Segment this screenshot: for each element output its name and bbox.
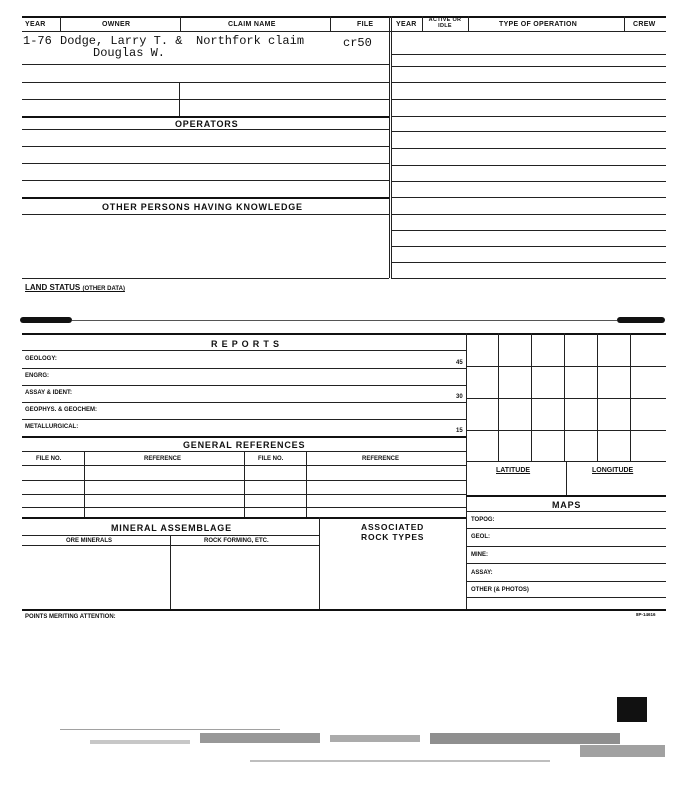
center-divider [389,16,390,278]
row-line [22,64,389,65]
associated-line2: ROCK TYPES [361,532,425,542]
header-owner: OWNER [102,21,131,28]
row-line [22,146,389,147]
points-meriting-attention-label: POINTS MERITING ATTENTION: [25,614,116,620]
report-row-line [22,419,466,420]
owner-col-sep [179,82,180,117]
grid-col [564,333,565,461]
report-engrg-label: ENGRG: [25,373,49,379]
grid-col [498,333,499,461]
row-line [391,54,666,55]
associated-line1: ASSOCIATED [361,522,425,532]
lat-long-sep [566,461,567,495]
header-sep [60,16,61,31]
gen-ref-col-file-no-2: FILE NO. [258,456,284,462]
maps-title: MAPS [552,500,582,510]
report-row-line [22,402,466,403]
longitude-label: LONGITUDE [592,467,634,474]
scan-noise [580,745,665,757]
row-line [391,148,666,149]
reports-title: R E P O R T S [211,339,280,349]
header-claim-name: CLAIM NAME [228,21,276,28]
land-status-text: LAND STATUS [25,283,81,292]
gen-ref-row-line [22,465,466,466]
scan-noise [60,729,280,730]
maps-row-line [466,528,666,529]
header-crew: CREW [633,21,656,28]
row-line [391,181,666,182]
gen-ref-row-line [22,494,466,495]
header-sep [468,16,469,31]
mineral-col-sep [170,535,171,609]
header-file: FILE [357,21,374,28]
gen-ref-col-reference-2: REFERENCE [362,456,400,462]
row-line [391,66,666,67]
maps-row-line [466,581,666,582]
center-divider [391,16,392,278]
entry-owner-line2: Douglas W. [93,46,166,60]
operators-top-rule [22,116,389,118]
scan-noise [330,735,420,742]
scan-noise [200,733,320,743]
report-assay-label: ASSAY & IDENT: [25,390,73,396]
fold-line [72,320,617,321]
header-sep [624,16,625,31]
other-persons-top-rule [22,197,389,199]
row-line [22,163,389,164]
ore-minerals-label: ORE MINERALS [66,538,113,544]
latitude-label: LATITUDE [496,467,531,474]
header-sep [330,16,331,31]
row-line [22,214,389,215]
row-line [22,129,389,130]
gen-ref-col-file-no: FILE NO. [36,456,62,462]
rock-forming-label: ROCK FORMING, ETC. [204,538,269,544]
report-metallurgical-label: METALLURGICAL: [25,424,79,430]
entry-year: 1-76 [23,34,52,48]
report-geology-num: 45 [456,360,463,366]
land-status-label [25,283,125,292]
gen-ref-col-reference: REFERENCE [144,456,182,462]
report-row-line [22,368,466,369]
row-line [391,262,666,263]
row-line [22,99,389,100]
row-line [391,278,666,279]
ink-blot-bottom-right [617,697,647,722]
maps-row-line [466,597,666,598]
maps-geol-label: GEOL: [471,534,490,540]
row-line [22,278,389,279]
maps-mine-label: MINE: [471,552,488,558]
header-sep [422,16,423,31]
reports-bottom-rule [22,436,466,438]
reports-top-rule [22,333,666,335]
row-line [391,214,666,215]
entry-claim-name: Northfork claim [196,34,305,48]
row-line [391,165,666,166]
row-line [391,131,666,132]
maps-other-label: OTHER (& PHOTOS) [471,587,529,593]
top-border [22,16,666,18]
ink-blot-left [20,317,72,323]
scan-noise [90,740,190,744]
row-line [22,82,389,83]
reports-right-divider [466,333,467,609]
maps-title-rule [466,511,666,512]
row-line [22,180,389,181]
row-line [391,99,666,100]
row-line [391,230,666,231]
row-line [391,197,666,198]
reports-title-rule [22,350,466,351]
other-persons-title: OTHER PERSONS HAVING KNOWLEDGE [102,202,303,212]
mineral-assemblage-title: MINERAL ASSEMBLAGE [111,523,232,533]
maps-row-line [466,546,666,547]
row-line [391,82,666,83]
general-references-title: GENERAL REFERENCES [183,440,306,450]
row-line [391,246,666,247]
header-year: YEAR [25,21,46,28]
scan-noise [430,733,620,744]
header-bottom-rule [22,31,666,32]
grid-col [531,333,532,461]
ink-blot-right [617,317,665,323]
grid-col [597,333,598,461]
row-line [391,116,666,117]
maps-row-line [466,563,666,564]
gen-ref-row-line [22,480,466,481]
gen-ref-row-line [22,507,466,508]
maps-top-rule [466,495,666,497]
form-number: 8P-14616 [636,612,656,617]
header-sep [180,16,181,31]
header-type-of-operation: TYPE OF OPERATION [499,21,578,28]
report-metallurgical-num: 15 [456,428,463,434]
scan-noise [250,760,550,762]
entry-owner-line1: Dodge, Larry T. & [60,34,183,48]
report-geology-label: GEOLOGY: [25,356,57,362]
report-assay-num: 30 [456,394,463,400]
grid-col [630,333,631,461]
operators-title: OPERATORS [175,119,239,129]
land-status-sub: (OTHER DATA) [82,286,125,292]
grid-row [466,366,666,367]
header-active-idle: ACTIVE OR IDLE [428,17,462,29]
entry-file: cr50 [343,36,372,50]
mineral-right-sep [319,517,320,609]
maps-topog-label: TOPOG: [471,517,495,523]
gen-ref-bottom-rule [22,517,466,519]
maps-assay-label: ASSAY: [471,570,493,576]
header-year-2: YEAR [396,21,417,28]
report-geophys-label: GEOPHYS. & GEOCHEM: [25,407,98,413]
form-bottom-rule [22,609,666,611]
grid-row [466,430,666,431]
grid-row [466,398,666,399]
report-row-line [22,385,466,386]
